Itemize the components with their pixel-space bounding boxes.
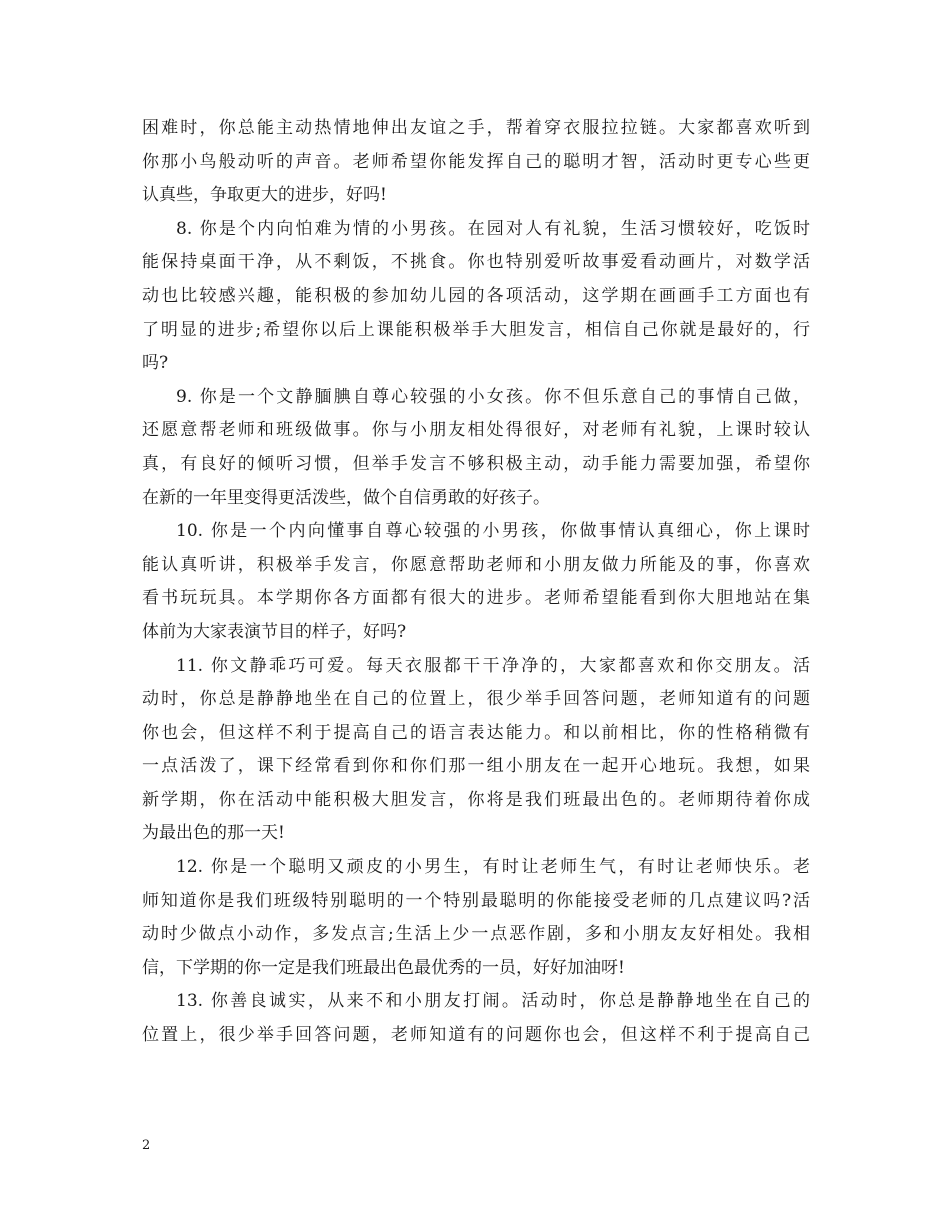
text-line: 10. 你是一个内向懂事自尊心较强的小男孩，你做事情认真细心，你上课时 <box>176 521 810 542</box>
text-line: 你也会，但这样不利于提高自己的语言表达能力。和以前相比，你的性格稍微有 <box>142 722 810 743</box>
text-line: 还愿意帮老师和班级做事。你与小朋友相处得很好，对老师有礼貌，上课时较认 <box>142 420 810 441</box>
text-line: 师知道你是我们班级特别聪明的一个特别最聪明的你能接受老师的几点建议吗?活 <box>142 890 810 911</box>
text-line: 真，有良好的倾听习惯，但举手发言不够积极主动，动手能力需要加强，希望你 <box>142 453 810 474</box>
paragraph-8 <box>142 213 810 381</box>
text-line: 体前为大家表演节目的样子，好吗? <box>142 621 407 642</box>
text-line: 能保持桌面干净，从不剩饭，不挑食。你也特别爱听故事爱看动画片，对数学活 <box>142 252 810 273</box>
paragraph-10 <box>142 515 810 649</box>
text-line: 一点活泼了，课下经常看到你和你们那一组小朋友在一起开心地玩。我想，如果 <box>142 756 810 777</box>
text-line: 为最出色的那一天! <box>142 823 285 844</box>
paragraph-12 <box>142 851 810 985</box>
text-line: 位置上，很少举手回答问题，老师知道有的问题你也会，但这样不利于提高自己 <box>142 1025 810 1046</box>
text-line: 9. 你是一个文静腼腆自尊心较强的小女孩。你不但乐意自己的事情自己做， <box>176 386 810 407</box>
paragraph-9 <box>142 381 810 515</box>
page-number: 2 <box>142 1138 151 1153</box>
paragraph-13 <box>142 985 810 1052</box>
text-line: 在新的一年里变得更活泼些，做个自信勇敢的好孩子。 <box>142 487 550 508</box>
text-line: 8. 你是个内向怕难为情的小男孩。在园对人有礼貌，生活习惯较好，吃饭时 <box>176 218 810 239</box>
text-line: 动时，你总是静静地坐在自己的位置上，很少举手回答问题，老师知道有的问题 <box>142 689 810 710</box>
text-line: 11. 你文静乖巧可爱。每天衣服都干干净净的，大家都喜欢和你交朋友。活 <box>176 655 810 676</box>
text-line: 动也比较感兴趣，能积极的参加幼儿园的各项活动，这学期在画画手工方面也有 <box>142 285 810 306</box>
text-line: 动时少做点小动作，多发点言;生活上少一点恶作剧，多和小朋友友好相处。我相 <box>142 924 810 945</box>
text-line: 12. 你是一个聪明又顽皮的小男生，有时让老师生气，有时让老师快乐。老 <box>176 857 810 878</box>
text-line: 13. 你善良诚实，从来不和小朋友打闹。活动时，你总是静静地坐在自己的 <box>176 991 810 1012</box>
text-line: 新学期，你在活动中能积极大胆发言，你将是我们班最出色的。老师期待着你成 <box>142 789 810 810</box>
text-line: 你那小鸟般动听的声音。老师希望你能发挥自己的聪明才智，活动时更专心些更 <box>142 151 810 172</box>
text-line: 困难时，你总能主动热情地伸出友谊之手，帮着穿衣服拉拉链。大家都喜欢听到 <box>142 118 810 138</box>
text-line: 认真些，争取更大的进步，好吗! <box>142 185 387 206</box>
text-line: 看书玩玩具。本学期你各方面都有很大的进步。老师希望能看到你大胆地站在集 <box>142 588 810 609</box>
paragraph-7-continuation <box>142 112 810 213</box>
text-line: 信，下学期的你一定是我们班最出色最优秀的一员，好好加油呀! <box>142 957 625 978</box>
text-line: 吗? <box>142 353 169 374</box>
document-body <box>142 112 810 1053</box>
paragraph-11 <box>142 650 810 852</box>
text-line: 能认真听讲，积极举手发言，你愿意帮助老师和小朋友做力所能及的事，你喜欢 <box>142 554 810 575</box>
text-line: 了明显的进步;希望你以后上课能积极举手大胆发言，相信自己你就是最好的，行 <box>142 319 810 340</box>
